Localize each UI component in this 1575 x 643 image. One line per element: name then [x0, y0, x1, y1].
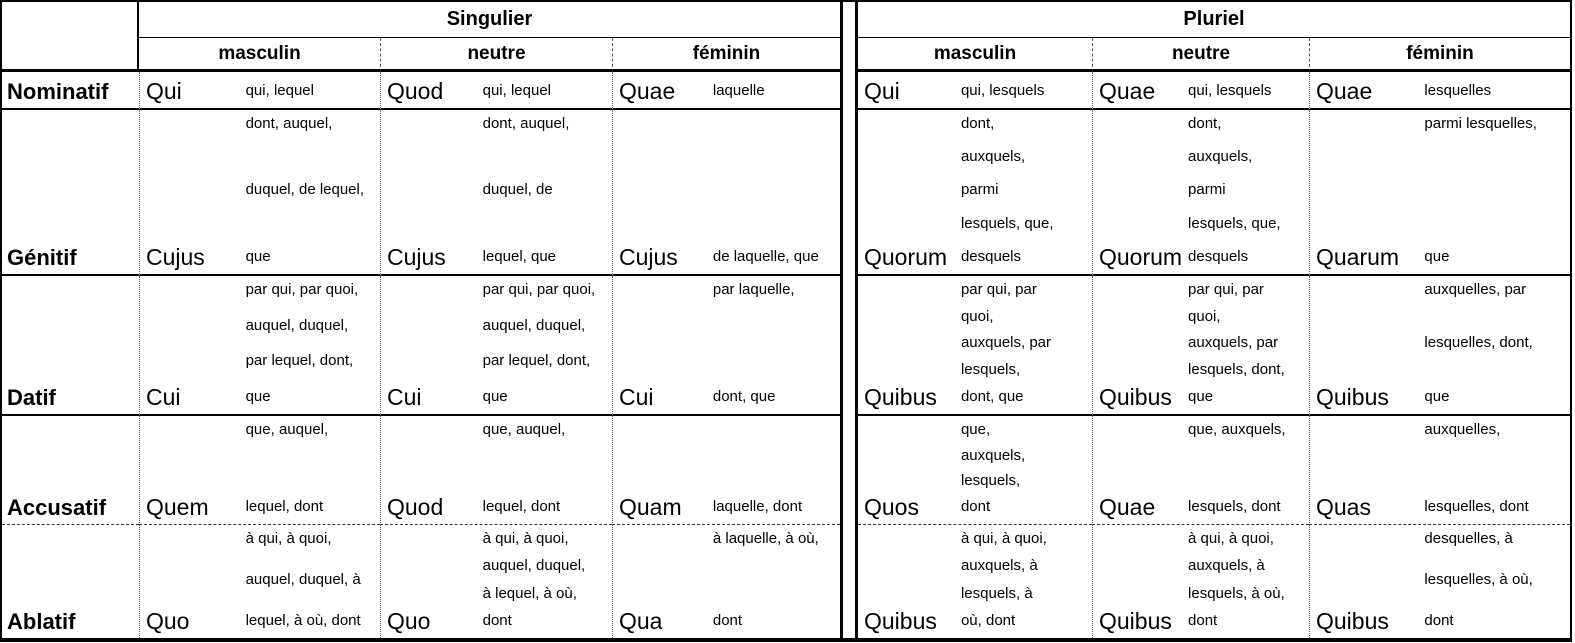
french-line: lesquels, que,: [1188, 214, 1281, 232]
data-cell-accusatif-singulier-2: [612, 416, 840, 525]
data-cell-datif-pluriel-0: [858, 276, 1092, 416]
french-line: dont: [712, 611, 743, 629]
latin-form: Quos: [864, 494, 919, 520]
french-line: auquel, duquel,: [482, 557, 586, 575]
latin-form: Quibus: [1099, 384, 1172, 410]
french-line: lesquelles, à où,: [1424, 570, 1533, 588]
french-line: auxquels, à: [1188, 557, 1265, 575]
case-cell: [2, 276, 139, 416]
french-line: lesquels, dont: [1188, 497, 1281, 515]
french-line: qui, lesquels: [960, 81, 1045, 99]
latin-form: Quo: [146, 608, 190, 634]
data-cell-accusatif-singulier-0: [139, 416, 380, 525]
french-translations: [483, 416, 612, 524]
data-cell-ablatif-singulier-0: [139, 525, 380, 638]
french-line: dont, que: [960, 387, 1024, 405]
gender-header-sg-feminin: féminin: [612, 38, 840, 72]
french-translations: [961, 72, 1092, 108]
french-line: qui, lequel: [245, 81, 314, 99]
french-line: dont, auquel,: [482, 115, 570, 132]
data-cell-génitif-singulier-2: [612, 110, 840, 276]
french-line: à laquelle, à où,: [712, 530, 819, 547]
french-line: que, auquel,: [245, 421, 329, 438]
french-line: dont: [1424, 611, 1454, 629]
french-line: par qui, par: [960, 281, 1037, 298]
french-translations: [246, 72, 380, 108]
french-translations: [713, 110, 840, 274]
data-cell-ablatif-singulier-1: [380, 525, 612, 638]
french-line: que,: [960, 421, 991, 438]
french-translations: [1188, 276, 1309, 414]
french-line: auxquels, à: [960, 557, 1038, 575]
latin-form: Quod: [387, 78, 444, 104]
data-cell-datif-pluriel-2: [1309, 276, 1570, 416]
french-line: lequel, dont: [245, 497, 324, 515]
french-line: par qui, par: [1188, 281, 1264, 298]
case-cell: [2, 416, 139, 525]
french-translations: [246, 416, 380, 524]
gender-header-pl-neutre: neutre: [1092, 38, 1309, 72]
french-translations: [483, 525, 612, 638]
french-line: où, dont: [960, 611, 1016, 629]
latin-form: Cujus: [619, 244, 678, 270]
data-cell-génitif-pluriel-0: [858, 110, 1092, 276]
latin-form: Qui: [146, 78, 182, 104]
french-translations: [961, 525, 1092, 638]
gender-header-sg-neutre: neutre: [380, 38, 612, 72]
data-cell-accusatif-pluriel-2: [1309, 416, 1570, 525]
french-line: à qui, à quoi,: [245, 530, 332, 547]
data-cell-nominatif-singulier-2: [612, 72, 840, 110]
french-line: quoi,: [960, 307, 994, 325]
french-line: lequel, dont: [482, 497, 561, 515]
french-line: que, auxquels,: [1188, 421, 1286, 438]
french-line: lesquels, à: [960, 584, 1033, 602]
french-line: qui, lesquels: [1188, 81, 1272, 99]
french-line: lesquels,: [960, 361, 1021, 379]
latin-form: Quibus: [864, 608, 937, 634]
french-line: lequel, que: [482, 247, 557, 265]
french-line: laquelle, dont: [712, 497, 803, 515]
case-label: Génitif: [7, 245, 77, 270]
french-line: lesquels, dont,: [1188, 361, 1285, 379]
data-cell-accusatif-pluriel-1: [1092, 416, 1309, 525]
french-line: dont,: [1188, 115, 1222, 132]
latin-form: Qua: [619, 608, 663, 634]
french-line: dont: [960, 497, 991, 515]
french-line: auquel, duquel,: [482, 316, 586, 334]
data-cell-nominatif-singulier-1: [380, 72, 612, 110]
data-cell-datif-singulier-2: [612, 276, 840, 416]
case-cell: [2, 110, 139, 276]
french-line: à qui, à quoi,: [960, 530, 1047, 547]
french-line: lesquelles: [1424, 81, 1492, 99]
french-translations: [1424, 276, 1570, 414]
latin-form: Quarum: [1316, 244, 1400, 270]
latin-form: Quorum: [1099, 244, 1183, 270]
french-line: auxquels,: [960, 148, 1026, 166]
french-line: que, auquel,: [482, 421, 566, 438]
latin-form: Cui: [146, 384, 181, 410]
french-translations: [713, 416, 840, 524]
latin-form: Cujus: [146, 244, 205, 270]
french-line: lequel, à où, dont: [245, 611, 361, 629]
french-line: dont: [1188, 611, 1218, 629]
french-line: que: [1188, 387, 1214, 405]
french-line: par qui, par quoi,: [245, 281, 359, 298]
data-cell-datif-singulier-1: [380, 276, 612, 416]
french-line: dont,: [960, 115, 995, 132]
corner-cell: [2, 2, 139, 72]
data-cell-nominatif-pluriel-0: [858, 72, 1092, 110]
data-cell-nominatif-pluriel-1: [1092, 72, 1309, 110]
latin-form: Quod: [387, 494, 444, 520]
french-translations: [713, 276, 840, 414]
data-cell-datif-pluriel-1: [1092, 276, 1309, 416]
data-cell-ablatif-singulier-2: [612, 525, 840, 638]
french-line: que: [245, 247, 271, 265]
latin-form: Quae: [1099, 78, 1156, 104]
french-line: à qui, à quoi,: [1188, 530, 1274, 547]
french-line: parmi: [960, 181, 999, 199]
latin-form: Cui: [619, 384, 654, 410]
french-line: dont: [482, 611, 512, 629]
french-line: laquelle: [712, 81, 765, 99]
french-translations: [246, 110, 380, 274]
latin-form: Quem: [146, 494, 209, 520]
case-label: Nominatif: [7, 79, 109, 104]
french-line: de laquelle, que: [712, 247, 819, 265]
latin-form: Cujus: [387, 244, 446, 270]
latin-form: Quae: [619, 78, 676, 104]
data-cell-génitif-singulier-0: [139, 110, 380, 276]
french-line: desquels: [960, 247, 1021, 265]
gender-header-pl-feminin: féminin: [1309, 38, 1570, 72]
data-cell-génitif-pluriel-2: [1309, 110, 1570, 276]
french-line: auxquelles,: [1424, 421, 1501, 438]
french-translations: [961, 416, 1092, 524]
french-translations: [713, 525, 840, 638]
latin-form: Quas: [1316, 494, 1371, 520]
gender-header-pl-masculin: masculin: [858, 38, 1092, 72]
french-line: que: [1424, 387, 1450, 405]
french-line: que: [245, 387, 271, 405]
french-translations: [1188, 525, 1309, 638]
case-label: Accusatif: [7, 495, 107, 520]
french-line: dont, que: [712, 387, 776, 405]
french-translations: [961, 110, 1092, 274]
french-line: par lequel, dont,: [245, 352, 354, 370]
french-translations: [1188, 72, 1309, 108]
french-translations: [713, 72, 840, 108]
data-cell-datif-singulier-0: [139, 276, 380, 416]
french-translations: [961, 276, 1092, 414]
latin-form: Quae: [1099, 494, 1156, 520]
data-cell-génitif-pluriel-1: [1092, 110, 1309, 276]
data-cell-nominatif-singulier-0: [139, 72, 380, 110]
data-cell-accusatif-pluriel-0: [858, 416, 1092, 525]
french-line: par laquelle,: [712, 281, 795, 298]
latin-form: Qui: [864, 78, 900, 104]
data-cell-ablatif-pluriel-0: [858, 525, 1092, 638]
case-cell: [2, 72, 139, 110]
french-line: desquelles, à: [1424, 530, 1513, 547]
latin-form: Quibus: [1316, 608, 1389, 634]
data-cell-génitif-singulier-1: [380, 110, 612, 276]
french-line: dont, auquel,: [245, 115, 333, 132]
french-line: que: [1424, 247, 1450, 265]
french-line: lesquels, que,: [960, 214, 1054, 232]
section-title-singulier: Singulier: [139, 2, 840, 38]
french-line: desquels: [1188, 247, 1249, 265]
french-line: duquel, de: [482, 181, 553, 199]
french-line: quoi,: [1188, 307, 1221, 325]
latin-form: Quibus: [1099, 608, 1172, 634]
french-translations: [1424, 525, 1570, 638]
section-title-pluriel: Pluriel: [858, 2, 1570, 38]
section-divider: [840, 2, 858, 638]
french-translations: [1424, 110, 1570, 274]
french-line: par lequel, dont,: [482, 352, 591, 370]
gender-header-sg-masculin: masculin: [139, 38, 380, 72]
french-line: auxquels,: [1188, 148, 1253, 166]
latin-form: Quibus: [1316, 384, 1389, 410]
french-translations: [483, 110, 612, 274]
latin-form: Quorum: [864, 244, 948, 270]
french-translations: [246, 276, 380, 414]
french-line: auxquels, par: [960, 334, 1052, 352]
french-line: lesquels, à où,: [1188, 584, 1285, 602]
french-line: auquel, duquel,: [245, 316, 349, 334]
french-line: à lequel, à où,: [482, 584, 577, 602]
data-cell-ablatif-pluriel-1: [1092, 525, 1309, 638]
french-translations: [246, 525, 380, 638]
french-translations: [1188, 416, 1309, 524]
latin-form: Quae: [1316, 78, 1373, 104]
french-translations: [483, 72, 612, 108]
data-cell-ablatif-pluriel-2: [1309, 525, 1570, 638]
data-cell-accusatif-singulier-1: [380, 416, 612, 525]
case-label: Ablatif: [7, 609, 76, 634]
french-translations: [1424, 416, 1570, 524]
latin-form: Quo: [387, 608, 431, 634]
french-line: qui, lequel: [482, 81, 552, 99]
case-label: Datif: [7, 385, 56, 410]
french-line: lesquels,: [960, 472, 1021, 490]
french-line: duquel, de lequel,: [245, 181, 365, 199]
french-line: auxquels, par: [1188, 334, 1279, 352]
french-line: auquel, duquel, à: [245, 570, 361, 588]
latin-form: Quibus: [864, 384, 937, 410]
french-line: auxquels,: [960, 446, 1026, 464]
french-line: à qui, à quoi,: [482, 530, 569, 547]
french-translations: [1424, 72, 1570, 108]
latin-form: Quam: [619, 494, 682, 520]
french-translations: [1188, 110, 1309, 274]
french-line: que: [482, 387, 508, 405]
french-line: lesquelles, dont: [1424, 497, 1529, 515]
french-line: parmi lesquelles,: [1424, 115, 1537, 132]
french-line: parmi: [1188, 181, 1226, 199]
case-cell: [2, 525, 139, 638]
french-translations: [483, 276, 612, 414]
data-cell-nominatif-pluriel-2: [1309, 72, 1570, 110]
latin-form: Cui: [387, 384, 422, 410]
french-line: par qui, par quoi,: [482, 281, 596, 298]
french-line: auxquelles, par: [1424, 281, 1527, 298]
french-line: lesquelles, dont,: [1424, 334, 1533, 352]
